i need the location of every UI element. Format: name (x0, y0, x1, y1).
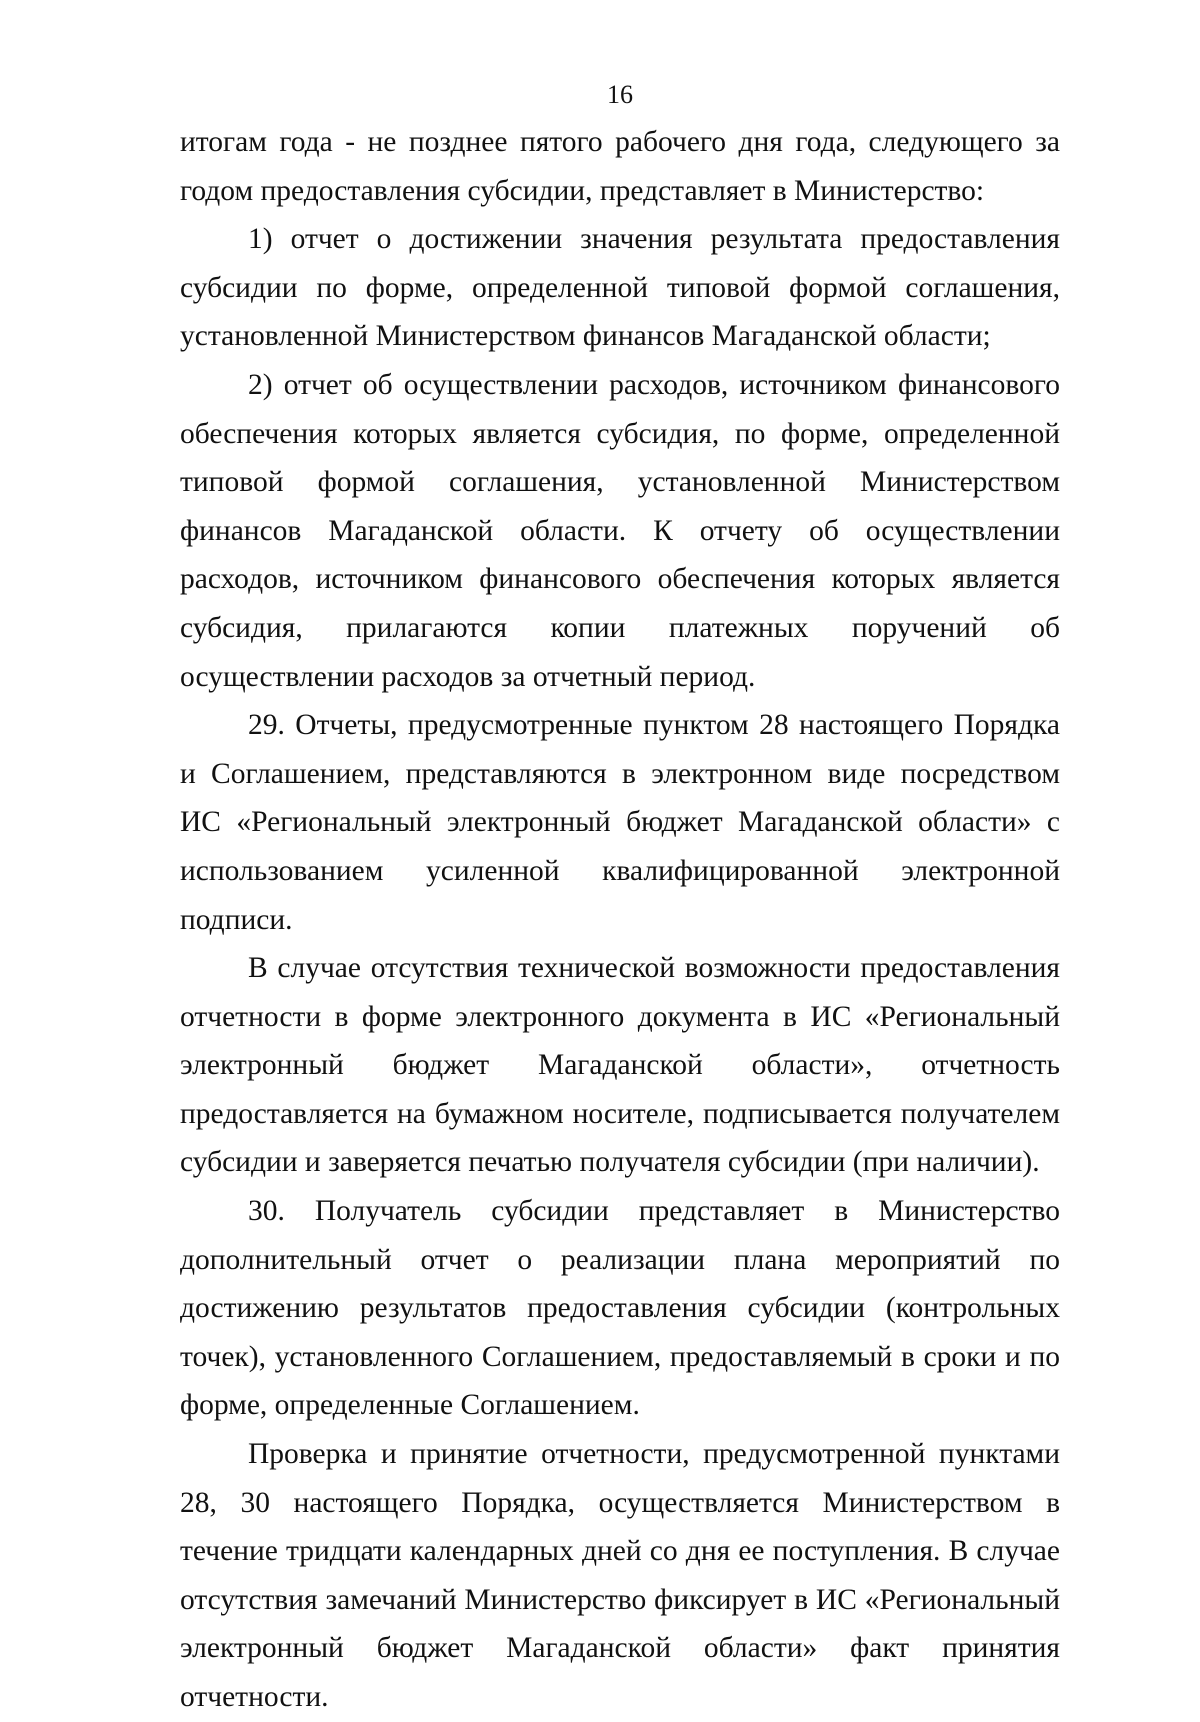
paragraph-no-technical-possibility: В случае отсутствия технической возможности предоставления отчетности в форме электронного документа в ИС «Региональный электронный бюджет Магаданской области», отчетность предоставляется на бумажном носителе, подписывается получателем субсидии и заверяется печатью получателя субсидии (при наличии). (180, 952, 1060, 1179)
document-body (180, 118, 1060, 1722)
paragraph-continuation: итогам года - не позднее пятого рабочего дня года, следующего за годом предоставления субсидии, представляет в Министерство: (180, 126, 1060, 207)
paragraph-29: 29. Отчеты, предусмотренные пунктом 28 настоящего Порядка и Соглашением, представляются в электронном виде посредством ИС «Региональный электронный бюджет Магаданской области» с использованием усиленной квалифицированной электронной подписи. (180, 709, 1060, 936)
paragraph-item-1: 1) отчет о достижении значения результата предоставления субсидии по форме, определенной типовой формой соглашения, установленной Министерством финансов Магаданской области; (180, 223, 1060, 353)
paragraph-30: 30. Получатель субсидии представляет в Министерство дополнительный отчет о реализации плана мероприятий по достижению результатов предоставления субсидии (контрольных точек), установленного Соглашением, предоставляемый в сроки и по форме, определенные Соглашением. (180, 1195, 1060, 1422)
paragraph-item-2: 2) отчет об осуществлении расходов, источником финансового обеспечения которых является субсидия, по форме, определенной типовой формой соглашения, установленной Министерством финансов Магаданской области. К отчету об осуществлении расходов, источником финансового обеспечения которых является субсидия, прилагаются копии платежных поручений об осуществлении расходов за отчетный период. (180, 368, 1060, 693)
page-number: 16 (607, 80, 633, 109)
paragraph-verification: Проверка и принятие отчетности, предусмотренной пунктами 28, 30 настоящего Порядка, осуществляется Министерством в течение тридцати календарных дней со дня ее поступления. В случае отсутствия замечаний Министерство фиксирует в ИС «Региональный электронный бюджет Магаданской области» факт принятия отчетности. (180, 1438, 1060, 1713)
